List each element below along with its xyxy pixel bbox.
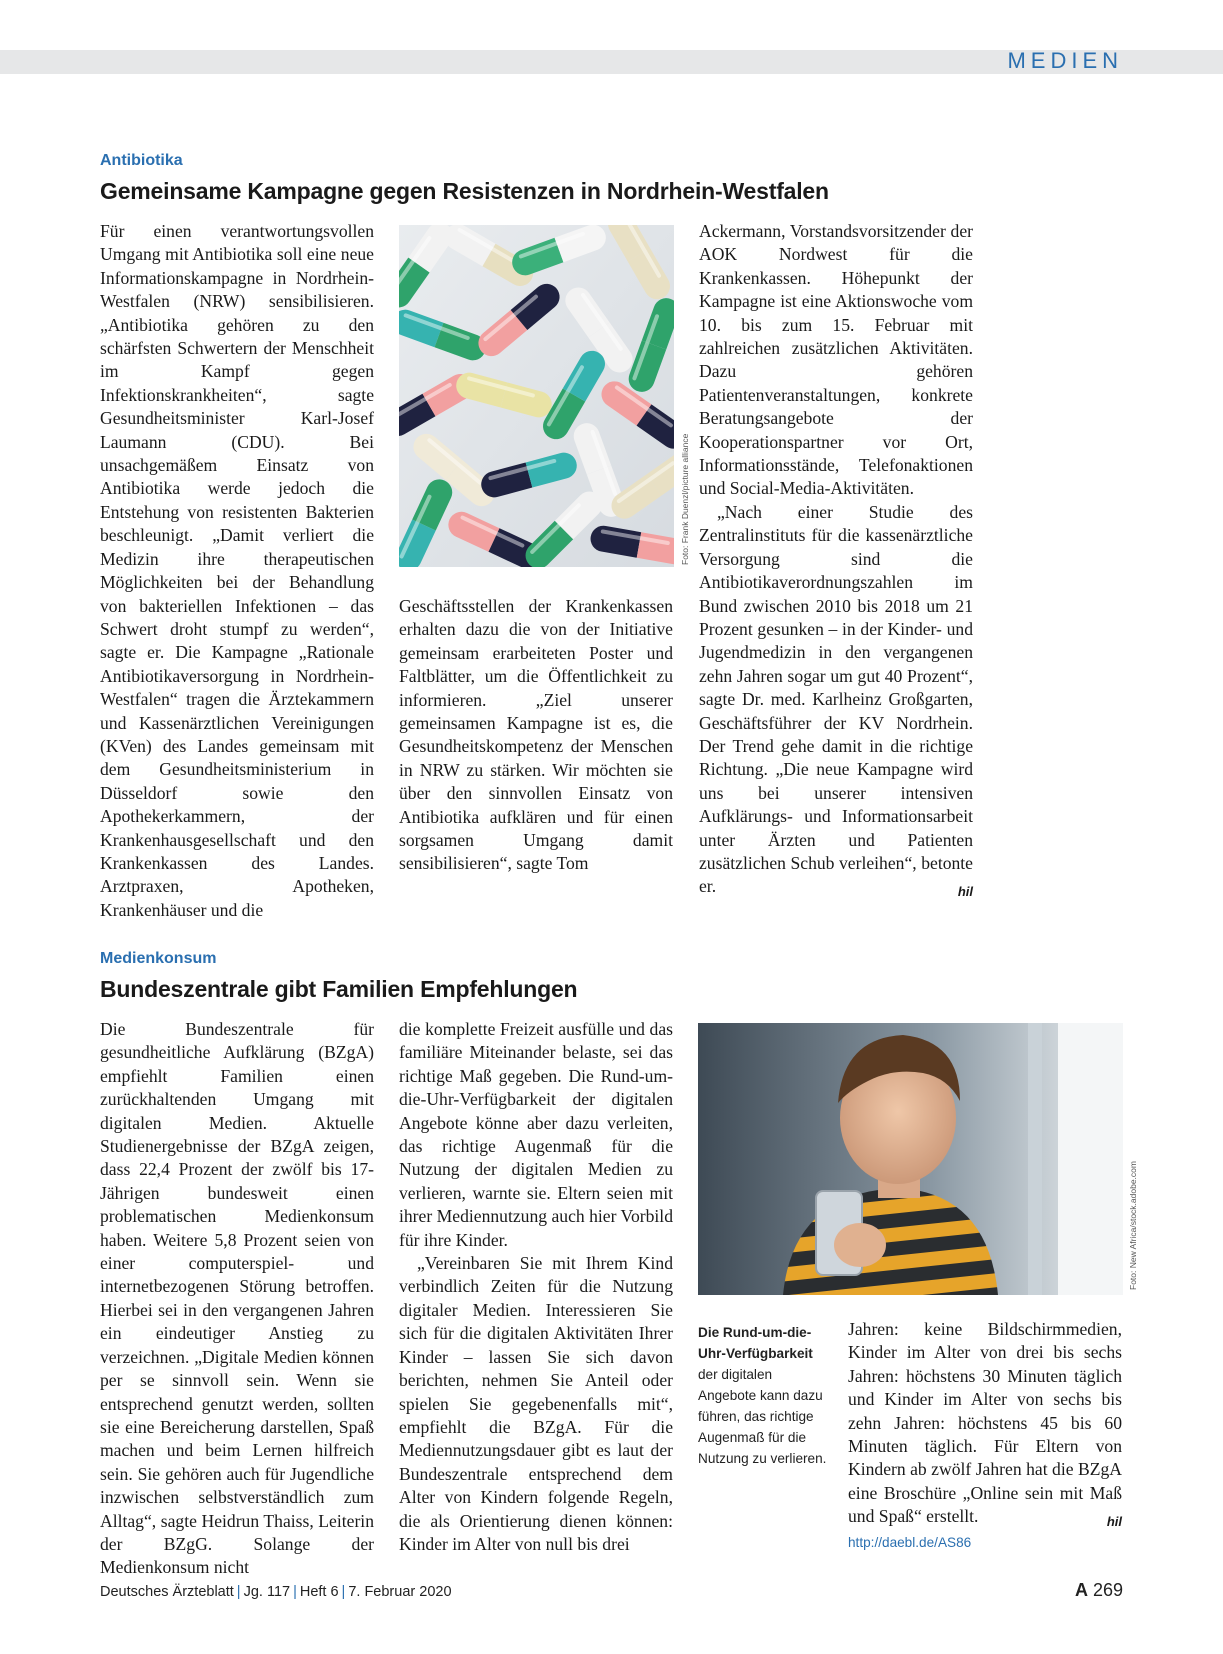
child-with-phone-photo (698, 1023, 1123, 1295)
section-label: MEDIEN (1007, 48, 1123, 73)
article2-headline: Bundeszentrale gibt Familien Empfehlungen (100, 976, 578, 1002)
article2-col3-body: Jahren: keine Bildschirmmedien, Kinder im Alter von drei bis sechs Jahren: höchstens 30 Minuten täglich und Kinder im Alter von sechs bis zehn Jahren: höchstens 45 bis 60 Minuten täglich. Für Eltern von Kindern ab zwölf Jahren hat die BZgA eine Broschüre „Online sein mit Maß und Spaß“ erstellt. (848, 1319, 1122, 1527)
article2-kicker: Medienkonsum (100, 950, 217, 967)
footer: Deutsches Ärzteblatt | Jg. 117 | Heft 6 | 7. Februar 2020 (100, 1584, 452, 1600)
page-number (1075, 1580, 1123, 1601)
article1-col1-text: Für einen verantwortungsvollen Umgang mit Antibiotika soll eine neue Informationskampagne in Nordrhein-Westfalen (NRW) sensibilisieren. „Antibiotika gehören zu den schärfsten Schwertern der Menschheit im Kampf gegen Infektionskrankheiten“, sagte Gesundheitsminister Karl-Josef Laumann (CDU). Bei unsachgemäßem Einsatz von Antibiotika werde jedoch die Entstehung von resistenten Bakterien beschleunigt. „Damit verliert die Medizin ihre therapeutischen Möglichkeiten bei der Behandlung von bakteriellen Infektionen – das Schwert droht stumpf zu werden“, sagte er. Die Kampagne „Rationale Antibiotikaversorgung in Nordrhein-Westfalen“ tragen die Ärztekammern und Kassenärztlichen Vereinigungen (KVen) des Landes gemeinsam mit dem Gesundheitsministerium in Düsseldorf sowie den Apothekerkammern, der Krankenhausgesellschaft und den Krankenkassen des Landes. Arztpraxen, Apotheken, Krankenhäuser und die (100, 221, 374, 920)
article1-column-2 (399, 595, 673, 876)
footer-journal: Deutsches Ärzteblatt (100, 1584, 234, 1600)
article1-column-1 (100, 220, 374, 922)
caption-text: der digitalen Angebote kann dazu führen, das richtige Augenmaß für die Nutzung zu verlieren. (698, 1367, 827, 1466)
article1-author: hil (957, 884, 973, 900)
footer-date: 7. Februar 2020 (348, 1584, 452, 1600)
article1-column-3 (699, 220, 973, 904)
page-number-value: 269 (1092, 1580, 1123, 1600)
caption-bold: Die Rund-um-die-Uhr-Verfügbarkeit (698, 1325, 813, 1361)
page-prefix: A (1074, 1580, 1088, 1600)
pills-photo (399, 225, 674, 567)
article1-col3-p1: Ackermann, Vorstandsvorsitzender der AOK Nordwest für die Krankenkassen. Höhepunkt der Kampagne ist eine Aktionswoche vom 10. bis zum 15. Februar mit zahlreichen zusätzlichen Aktivitäten. Dazu gehören Patientenveranstaltungen, konkrete Beratungsangebote der Kooperationspartner vor Ort, Informationsstände, Telefonaktionen und Social-Media-Aktivitäten. (699, 221, 973, 499)
footer-volume: Jg. 117 (243, 1584, 291, 1600)
article1-col3-p2-text: „Nach einer Studie des Zentralinstituts für die kassenärztliche Versorgung sind die Antibiotikaverordnungszahlen im Bund zwischen 2010 bis 2018 um 21 Prozent gesunken – in der Kinder- und Jugendmedizin in den vergangenen zehn Jahren sogar um gut 40 Prozent“, sagte Dr. med. Karlheinz Großgarten, Geschäftsführer der KV Nordrhein. Der Trend gehe damit in die richtige Richtung. „Die neue Kampagne wird uns bei unserer intensiven Aufklärungs- und Informationsarbeit unter Ärzten und Patienten zusätzlichen Schub verleihen“, betonte er. (699, 501, 973, 897)
article1-col2-text: Geschäftsstellen der Krankenkassen erhalten dazu die von der Initiative gemeinsam erarbeiteten Poster und Faltblätter, um die Öffentlichkeit zu informieren. „Ziel unserer gemeinsamen Kampagne ist es, die Gesundheitskompetenz der Menschen in NRW zu stärken. Wir möchten sie über den sinnvollen Einsatz von Antibiotika aufklären und für einen sorgsamen Umgang damit sensibilisieren“, sagte Tom (399, 596, 673, 874)
article2-column-2 (399, 1018, 673, 1556)
article1-photo-credit: Foto: Frank Duenzl/picture alliance (680, 433, 690, 565)
article2-author: hil (1106, 1514, 1122, 1530)
article2-caption (698, 1322, 830, 1469)
article1-col3-p2 (699, 501, 973, 899)
article2-link[interactable]: http://daebl.de/AS86 (848, 1534, 972, 1550)
article2-col2-p2: „Vereinbaren Sie mit Ihrem Kind verbindlich Zeiten für die Nutzung digitaler Medien. Interessieren Sie sich für die digitalen Aktivitäten Ihrer Kinder – lassen Sie sich davon berichten, nehmen Sie Anteil oder spielen Sie gegebenenfalls mit“, empfiehlt die BZgA. Für die Mediennutzungsdauer gibt es laut der Bundeszentrale entsprechend dem Alter von Kindern folgende Regeln, die als Orientierung dienen können: Kinder im Alter von null bis drei (399, 1253, 673, 1554)
article2-photo-credit: Foto: New Africa/stock.adobe.com (1128, 1161, 1138, 1290)
article1-kicker: Antibiotika (100, 152, 183, 169)
article2-col3-text (848, 1318, 1122, 1529)
article2-col1-text: Die Bundeszentrale für gesundheitliche Aufklärung (BZgA) empfiehlt Familien einen zurückhaltenden Umgang mit digitalen Medien. Aktuelle Studienergebnisse der BZgA zeigen, dass 22,4 Prozent der zwölf bis 17-Jährigen bundesweit einen problematischen Medienkonsum haben. Weitere 5,8 Prozent seien von einer computerspiel- und internetbezogenen Störung betroffen. Hierbei sei in den vergangenen Jahren ein eindeutiger Anstieg zu verzeichnen. „Digitale Medien können per se sinnvoll sein. Wenn sie entsprechend genutzt werden, sollten sie eine Bereicherung darstellen, Spaß machen und beim Lernen hilfreich sein. Sie gehören auch für Jugendliche inzwischen selbstverständlich zum Alltag“, sagte Heidrun Thaiss, Leiterin der BZgG. Solange der Medienkonsum nicht (100, 1019, 374, 1578)
article1-headline: Gemeinsame Kampagne gegen Resistenzen in Nordrhein-Westfalen (100, 178, 829, 204)
article2-column-1 (100, 1018, 374, 1580)
article2-column-3 (848, 1318, 1122, 1554)
footer-issue: Heft 6 (299, 1584, 339, 1600)
article2-col2-p1: die komplette Freizeit ausfülle und das familiäre Miteinander belaste, sei das richtige Maß gegeben. Die Rund-um-die-Uhr-Verfügbarkeit der digitalen Angebote könne aber dazu verleiten, das richtige Augenmaß für die Nutzung der digitalen Medien zu verlieren, warnte sie. Eltern seien mit ihrer Mediennutzung auch hier Vorbild für ihre Kinder. (399, 1019, 673, 1250)
